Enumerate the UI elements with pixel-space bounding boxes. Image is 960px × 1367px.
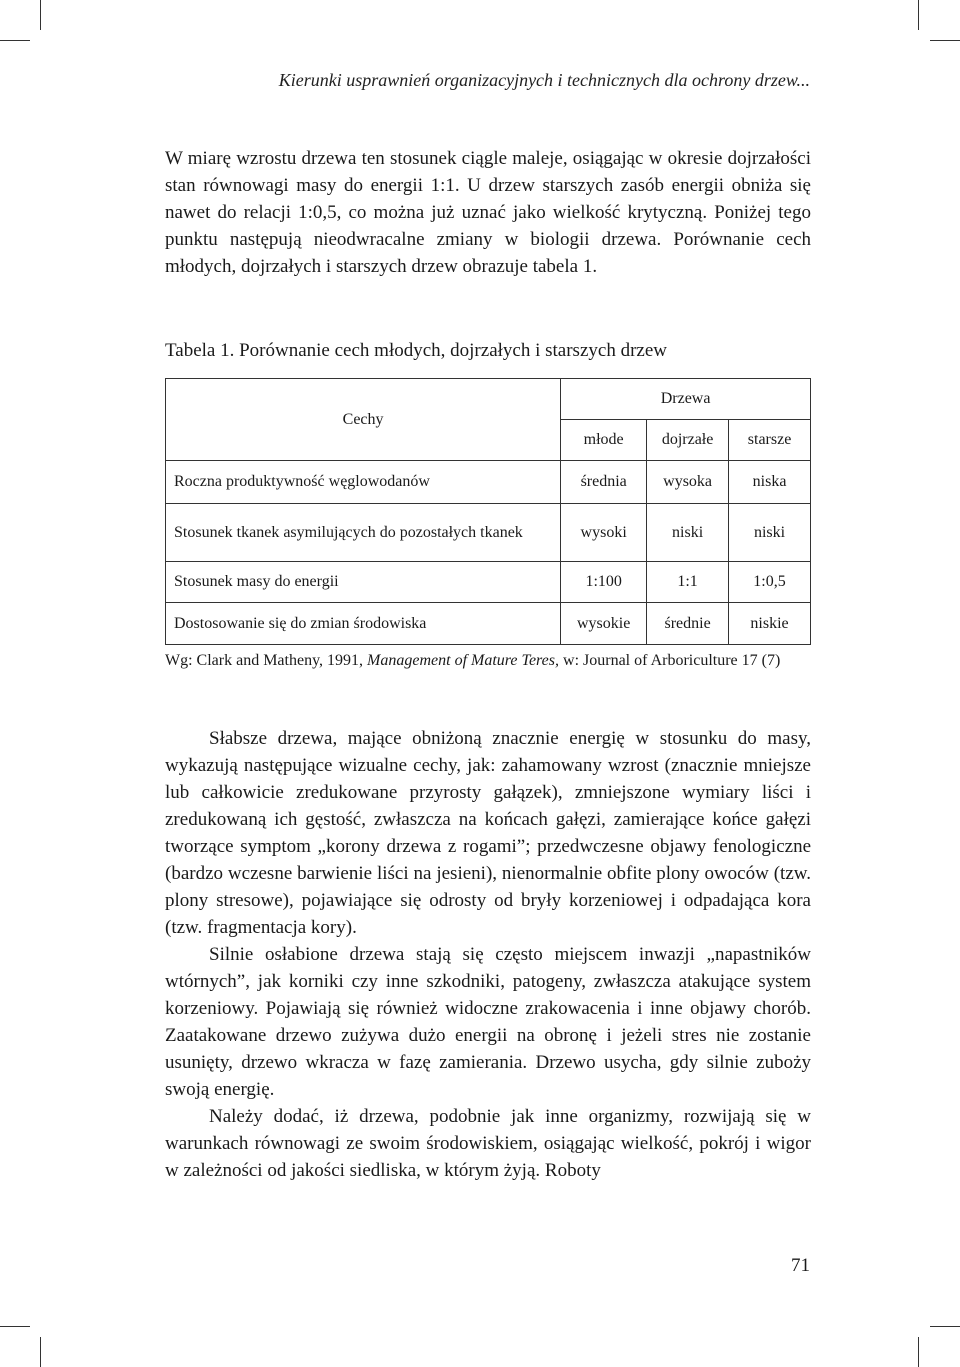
crop-mark-top-right-h xyxy=(930,40,960,41)
source-prefix: Wg: Clark and Matheny, 1991, xyxy=(165,652,368,669)
table-cell: niski xyxy=(647,504,729,562)
source-title: Management of Mature Teres, xyxy=(367,652,560,669)
crop-mark-bottom-right-h xyxy=(930,1326,960,1327)
row-feature: Dostosowanie się do zmian środowiska xyxy=(166,603,561,645)
row-feature: Stosunek masy do energii xyxy=(166,562,561,603)
table-cell: niska xyxy=(729,461,811,504)
row-feature: Stosunek tkanek asymilujących do pozostałych tkanek xyxy=(166,504,561,562)
table-cell: 1:0,5 xyxy=(729,562,811,603)
page-number: 71 xyxy=(791,1255,810,1276)
running-title: Kierunki usprawnień organizacyjnych i technicznych dla ochrony drzew... xyxy=(278,70,810,90)
table-row xyxy=(166,504,811,562)
body-paragraph: Silnie osłabione drzewa stają się często miejscem inwazji „napastników wtórnych”, jak korniki czy inne szkodniki, patogeny, zwłaszcza atakujące system korzeniowy. Pojawiają się również widoczne zrakowacenia i inne objawy chorób. Zaatakowane drzewo zużywa dużo energii na obronę i jeżeli stres nie zostanie usunięty, drzewo wkracza w fazę zamierania. Drzewo usycha, gdy silnie zuboży swoją energię. xyxy=(165,944,811,1100)
table-cell: wysokie xyxy=(561,603,647,645)
table-row xyxy=(166,562,811,603)
intro-paragraph: W miarę wzrostu drzewa ten stosunek ciągle maleje, osiągając w okresie dojrzałości stan równowagi masy do energii 1:1. U drzew starszych zasób energii obniża się nawet do relacji 1:0,5, co można już uznać jako wielkość krytyczną. Poniżej tego punktu następują nieodwracalne zmiany w biologii drzewa. Porównanie cech młodych, dojrzałych i starszych drzew obrazuje tabela 1. xyxy=(165,148,811,277)
table-cell: wysoki xyxy=(561,504,647,562)
table-row xyxy=(166,603,811,645)
column-header: dojrzałe xyxy=(647,420,729,461)
crop-mark-bottom-left xyxy=(40,1337,41,1367)
table-header-row xyxy=(166,379,811,420)
table-cell: wysoka xyxy=(647,461,729,504)
intro-paragraph-block xyxy=(165,145,811,280)
column-header: starsze xyxy=(729,420,811,461)
table-cell: niski xyxy=(729,504,811,562)
column-header: młode xyxy=(561,420,647,461)
table-cell: niskie xyxy=(729,603,811,645)
table-cell: 1:1 xyxy=(647,562,729,603)
table-cell: 1:100 xyxy=(561,562,647,603)
row-feature: Roczna produktywność węglowodanów xyxy=(166,461,561,504)
body-paragraph: Należy dodać, iż drzewa, podobnie jak inne organizmy, rozwijają się w warunkach równowagi ze swoim środowiskiem, osiągając wielkość, pokrój i wigor w zależności od jakości siedliska, w którym żyją. Roboty xyxy=(165,1106,811,1181)
source-suffix: w: Journal of Arboriculture 17 (7) xyxy=(559,652,781,669)
header-feature: Cechy xyxy=(166,379,561,461)
crop-mark-top-right xyxy=(918,0,919,30)
body-text xyxy=(165,725,811,1184)
crop-mark-top-left xyxy=(40,0,41,30)
table-source xyxy=(165,650,811,672)
crop-mark-top-left-h xyxy=(0,40,30,41)
body-paragraph: Słabsze drzewa, mające obniżoną znacznie energię w stosunku do masy, wykazują następujące wizualne cechy, jak: zahamowany wzrost (znacznie mniejsze lub całkowicie zredukowane przyrosty gałązek), zmniejszone wymiary liści i zredukowaną ich gęstość, zwłaszcza na końcach gałęzi, zamierające końce gałęzi tworzące symptom „korony drzewa z rogami”; przedwczesne objawy fenologiczne (bardzo wczesne barwienie liści na jesieni), nienormalnie obfite plony owoców (tzw. plony stresowe), pojawiające się odrosty od bryły korzeniowej i odpadająca kora (tzw. fragmentacja kory). xyxy=(165,728,811,938)
comparison-table xyxy=(165,378,811,645)
table-row xyxy=(166,461,811,504)
header-group: Drzewa xyxy=(561,379,811,420)
table-cell: średnia xyxy=(561,461,647,504)
table-cell: średnie xyxy=(647,603,729,645)
crop-mark-bottom-left-h xyxy=(0,1326,30,1327)
crop-mark-bottom-right xyxy=(918,1337,919,1367)
table-caption: Tabela 1. Porównanie cech młodych, dojrzałych i starszych drzew xyxy=(165,340,667,361)
